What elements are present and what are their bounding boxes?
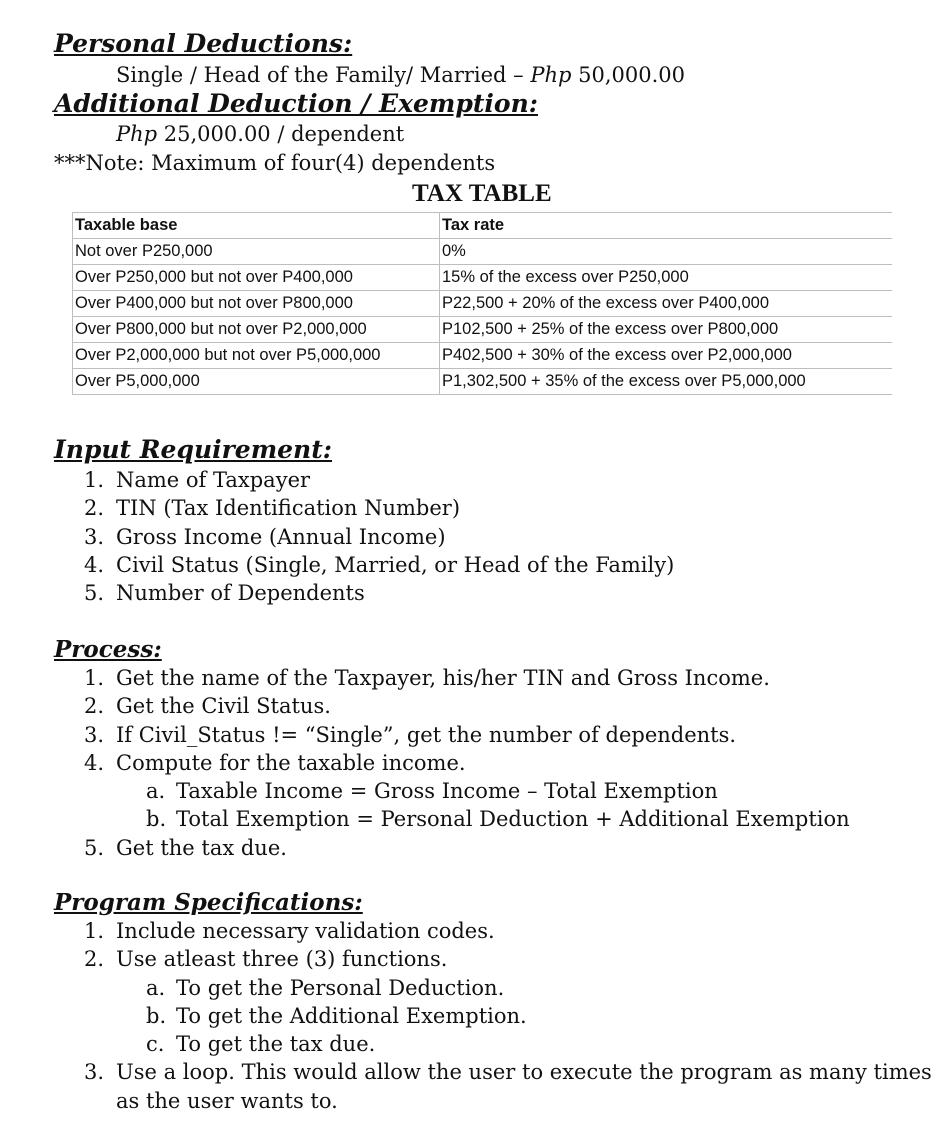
item-text: Get the tax due.: [116, 835, 287, 860]
personal-deductions-heading: Personal Deductions:: [54, 29, 353, 58]
item-letter: b.: [146, 807, 167, 832]
php-label: Php: [116, 122, 158, 146]
list-item: [84, 945, 932, 973]
tax-rate-cell: P102,500 + 25% of the excess over P800,000: [440, 317, 893, 343]
list-item: [84, 551, 674, 579]
tax-rate-cell: P1,302,500 + 35% of the excess over P5,000,000: [440, 369, 893, 395]
sub-list-item: [84, 777, 850, 805]
list-item: [84, 749, 850, 777]
item-text: TIN (Tax Identification Number): [116, 496, 461, 521]
list-item: [84, 494, 674, 522]
taxable-base-cell: Over P800,000 but not over P2,000,000: [73, 317, 440, 343]
header-taxable-base: Taxable base: [73, 213, 440, 239]
item-text: Get the name of the Taxpayer, his/her TIN and Gross Income.: [116, 666, 770, 690]
input-requirement-heading: Input Requirement:: [54, 435, 333, 464]
process-list: [84, 664, 850, 862]
tax-rate-cell: 15% of the excess over P250,000: [440, 265, 893, 291]
tax-table: [72, 212, 892, 395]
list-item: [84, 692, 850, 720]
item-text: Compute for the taxable income.: [116, 750, 466, 775]
item-number: 1.: [84, 919, 105, 943]
item-number: 5.: [84, 835, 105, 860]
item-number: 2.: [84, 694, 105, 719]
item-number: 2.: [84, 496, 105, 521]
item-text: Get the Civil Status.: [116, 694, 331, 719]
table-row: [73, 317, 893, 343]
tax-rate-cell: P22,500 + 20% of the excess over P400,000: [440, 291, 893, 317]
taxable-base-cell: Over P400,000 but not over P800,000: [73, 291, 440, 317]
tax-table-title: TAX TABLE: [412, 180, 552, 207]
item-text: Use atleast three (3) functions.: [116, 947, 448, 972]
item-text: To get the tax due.: [176, 1032, 376, 1057]
personal-deduction-text: Single / Head of the Family/ Married –: [116, 63, 531, 87]
taxable-base-cell: Over P5,000,000: [73, 369, 440, 395]
table-row: [73, 239, 893, 265]
php-label: Php: [530, 63, 572, 87]
list-item: [84, 523, 674, 551]
item-text: Include necessary validation codes.: [116, 919, 495, 943]
tax-table-header-row: [73, 213, 893, 239]
additional-deduction-amount: 25,000.00 / dependent: [157, 122, 405, 146]
taxable-base-cell: Over P2,000,000 but not over P5,000,000: [73, 343, 440, 369]
item-number: 4.: [84, 750, 105, 775]
item-text: Civil Status (Single, Married, or Head of the Family): [116, 552, 675, 577]
list-item-continuation: [84, 1087, 932, 1115]
item-number: 3.: [84, 524, 105, 549]
list-item: [84, 664, 850, 692]
item-number: 1.: [84, 666, 105, 690]
tax-rate-cell: 0%: [440, 239, 893, 265]
item-letter: c.: [146, 1032, 165, 1057]
item-text: Total Exemption = Personal Deduction + Additional Exemption: [176, 807, 850, 832]
taxable-base-cell: Over P250,000 but not over P400,000: [73, 265, 440, 291]
list-item: [84, 579, 674, 607]
table-row: [73, 265, 893, 291]
additional-deduction-line: [116, 120, 404, 148]
table-row: [73, 369, 893, 395]
list-item: [84, 1058, 932, 1086]
item-number: 2.: [84, 947, 105, 972]
sub-list-item: [84, 1030, 932, 1058]
item-letter: b.: [146, 1003, 167, 1028]
item-text: If Civil_Status != “Single”, get the number of dependents.: [116, 722, 737, 747]
item-text: Gross Income (Annual Income): [116, 524, 446, 549]
list-item: [84, 466, 674, 494]
item-text: To get the Additional Exemption.: [176, 1003, 527, 1028]
sub-list-item: [84, 805, 850, 833]
list-item: [84, 834, 850, 862]
table-row: [73, 291, 893, 317]
program-specifications-list: [84, 917, 932, 1115]
item-letter: a.: [146, 779, 166, 804]
item-text: Taxable Income = Gross Income – Total Exemption: [176, 779, 718, 804]
item-number: 3.: [84, 1060, 105, 1085]
taxable-base-cell: Not over P250,000: [73, 239, 440, 265]
item-text: Number of Dependents: [116, 581, 365, 606]
process-heading: Process:: [54, 636, 162, 663]
tax-rate-cell: P402,500 + 30% of the excess over P2,000,000: [440, 343, 893, 369]
personal-deduction-line: [116, 61, 685, 89]
program-specifications-heading: Program Specifications:: [54, 889, 363, 916]
sub-list-item: [84, 1002, 932, 1030]
item-number: 1.: [84, 468, 105, 492]
list-item: [84, 917, 932, 945]
dependents-note: ***Note: Maximum of four(4) dependents: [54, 151, 496, 175]
item-number: 4.: [84, 552, 105, 577]
item-text: To get the Personal Deduction.: [176, 975, 505, 1000]
item-number: 3.: [84, 722, 105, 747]
list-item: [84, 721, 850, 749]
item-text: Name of Taxpayer: [116, 468, 311, 492]
item-letter: a.: [146, 975, 166, 1000]
personal-deduction-amount: 50,000.00: [571, 63, 686, 87]
input-requirement-list: [84, 466, 674, 607]
header-tax-rate: Tax rate: [440, 213, 893, 239]
item-number: 5.: [84, 581, 105, 606]
item-text: Use a loop. This would allow the user to execute the program as many times: [116, 1060, 932, 1085]
additional-deduction-heading: Additional Deduction / Exemption:: [54, 89, 538, 118]
table-row: [73, 343, 893, 369]
sub-list-item: [84, 974, 932, 1002]
item-text: as the user wants to.: [116, 1088, 338, 1113]
